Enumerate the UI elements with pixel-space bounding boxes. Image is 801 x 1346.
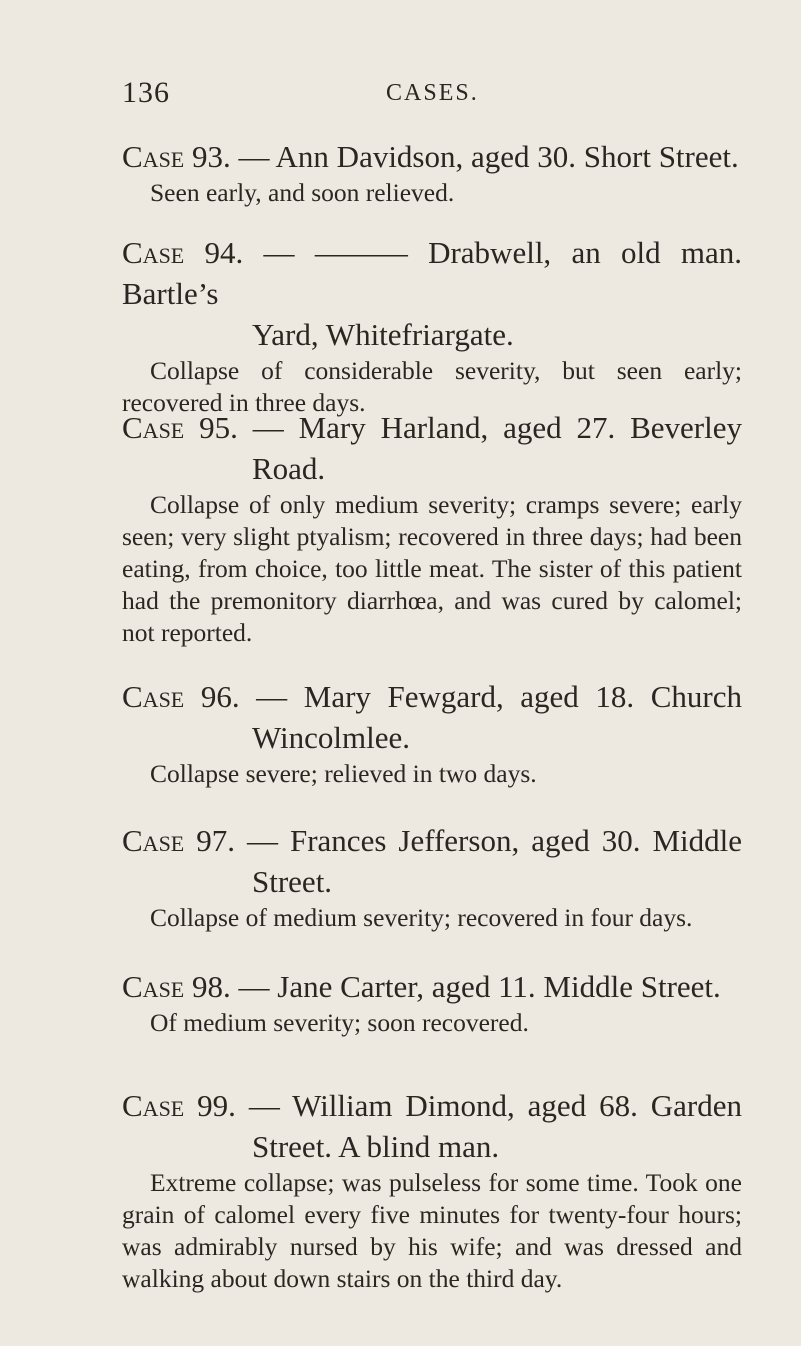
page-header	[122, 76, 737, 112]
case-heading	[122, 232, 742, 314]
case-heading-continuation: Wincolmlee.	[252, 720, 410, 755]
case-description: Collapse of considerable severity, but seen early; recovered in three days.	[122, 356, 742, 417]
case-description: Seen early, and soon relieved.	[150, 178, 455, 207]
case-description: Extreme collapse; was pulseless for some time. Took one grain of calomel every five minutes for twenty-four hours; was admirably nursed by his wife; and was dressed and walking about down stairs on the third day.	[122, 1168, 742, 1293]
case-heading-continuation: Street. A blind man.	[252, 1129, 500, 1164]
case-heading	[122, 407, 742, 448]
case-heading	[122, 1085, 742, 1126]
case-heading-text: 95. — Mary Harland, aged 27. Beverley	[184, 410, 742, 445]
case-heading	[122, 676, 742, 717]
case-entry	[122, 676, 742, 790]
case-heading	[122, 820, 742, 861]
case-description: Of medium severity; soon recovered.	[150, 1008, 529, 1037]
case-entry	[122, 1085, 742, 1295]
case-heading-text: 94. — ——— Drabwell, an old man. Bartle’s	[122, 235, 742, 311]
case-label: Case	[122, 235, 185, 270]
case-entry	[122, 966, 742, 1039]
case-label: Case	[122, 1088, 185, 1123]
page-number: 136	[122, 76, 170, 109]
case-entry	[122, 407, 742, 649]
case-heading-text: 98. — Jane Carter, aged 11. Middle Street.	[184, 969, 721, 1004]
running-head: CASES.	[386, 80, 479, 106]
case-heading-continuation: Road.	[252, 451, 326, 486]
case-heading-text: 93. — Ann Davidson, aged 30. Short Street.	[184, 139, 739, 174]
case-entry	[122, 232, 742, 419]
case-label: Case	[122, 679, 185, 714]
case-heading-text: 99. — William Dimond, aged 68. Garden	[184, 1088, 742, 1123]
case-heading-text: 97. — Frances Jefferson, aged 30. Middle	[184, 823, 742, 858]
case-heading-continuation: Yard, Whitefriargate.	[252, 317, 514, 352]
case-description: Collapse of medium severity; recovered in four days.	[150, 903, 693, 932]
case-entry	[122, 136, 742, 209]
case-label: Case	[122, 823, 185, 858]
case-heading-text: 96. — Mary Fewgard, aged 18. Church	[184, 679, 742, 714]
case-entry	[122, 820, 742, 934]
case-description: Collapse severe; relieved in two days.	[150, 759, 537, 788]
case-heading-continuation: Street.	[252, 864, 333, 899]
case-label: Case	[122, 410, 185, 445]
case-label: Case	[122, 139, 185, 174]
case-heading	[122, 136, 742, 177]
case-label: Case	[122, 969, 185, 1004]
case-heading	[122, 966, 742, 1007]
case-description: Collapse of only medium severity; cramps severe; early seen; very slight ptyalism; recovered in three days; had been eating, from choice, too little meat. The sister of this patient had the premonitory diarrhœa, and was cured by calomel; not reported.	[122, 490, 742, 647]
